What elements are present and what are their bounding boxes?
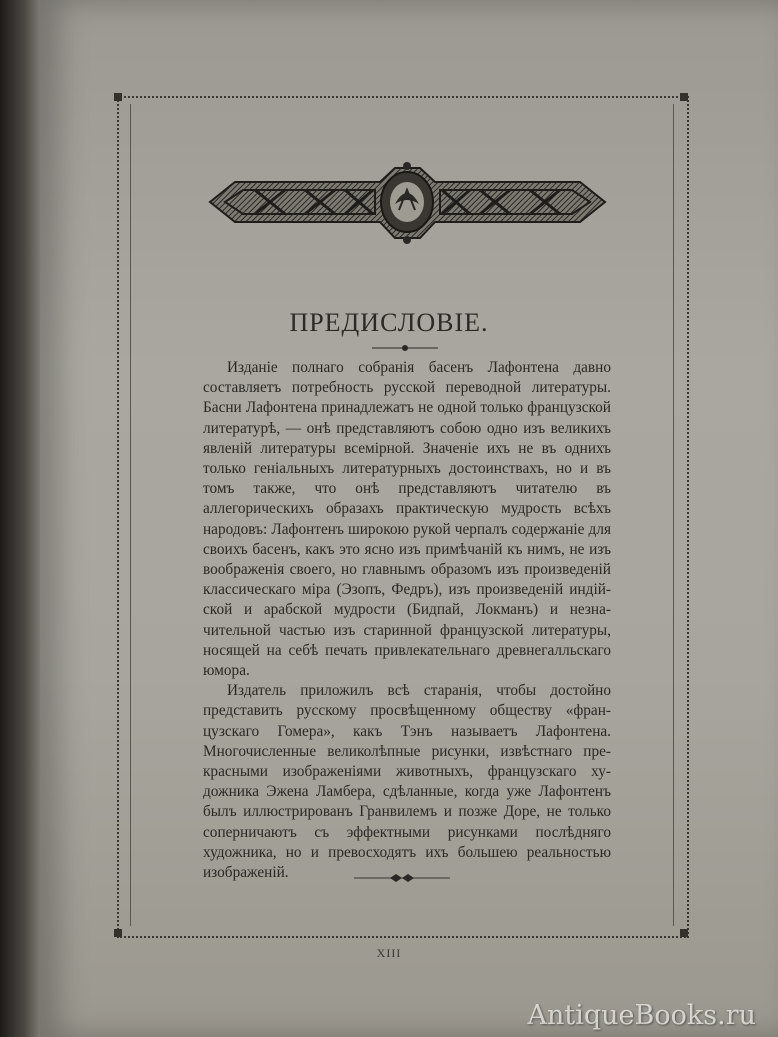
page-number: XIII xyxy=(376,946,402,960)
ornamental-headpiece xyxy=(205,160,610,245)
preface-body xyxy=(203,358,611,883)
ornamental-tailpiece xyxy=(352,872,452,884)
frame-corner xyxy=(680,93,688,101)
preface-paragraph: Издатель приложилъ всѣ старанія, чтобы достойно представить русскому просвѣщенному обществу «французскаго Гомера», какъ Тэнъ называетъ Лафонтена. Многочисленные великолѣпные рисунки, извѣстнаго прекрасными изображеніями животныхъ, французскаго художника Эжена Ламбера, сдѣланные, когда уже Лафонтенъ былъ иллюстрированъ Гранвилемъ и позже Доре, не только соперничаютъ съ эффектными рисунками послѣдняго художника, но и превосходятъ ихъ большею реальностью изображеній. xyxy=(203,682,611,882)
page-title: ПРЕДИСЛОВІЕ. xyxy=(289,308,489,337)
title-divider-ornament xyxy=(370,342,440,354)
preface-paragraph: Изданіе полнаго собранія басенъ Лафонтена давно составляетъ потребность русской переводной литературы. Басни Лафонтена принадлежатъ не одной только французской литературѣ, — онѣ представляютъ собою одно изъ великихъ явленій литературы всемірной. Значеніе ихъ не въ однихъ только геніальныхъ литературныхъ достоинствахъ, но и въ томъ также, что онѣ представляютъ читателю въ аллегорическихъ образахъ практическую мудрость всѣхъ народовъ: Лафонтенъ широкою рукой черпалъ содержаніе для своихъ басенъ, какъ это ясно изъ примѣчаній къ нимъ, не изъ воображенія своего, но главнымъ образомъ изъ произведеній классическаго міра (Эзопъ, Федръ), изъ произведеній индійской и арабской мудрости (Бидпай, Локманъ) и незначительной частью изъ старинной французской литературы, носящей на себѣ печать привлекательнаго древнегалльскаго юмора. xyxy=(203,359,611,680)
frame-corner xyxy=(114,929,122,937)
watermark: AntiqueBooks.ru xyxy=(527,1000,756,1031)
frame-corner xyxy=(114,93,122,101)
book-gutter xyxy=(0,0,40,1037)
frame-corner xyxy=(680,929,688,937)
